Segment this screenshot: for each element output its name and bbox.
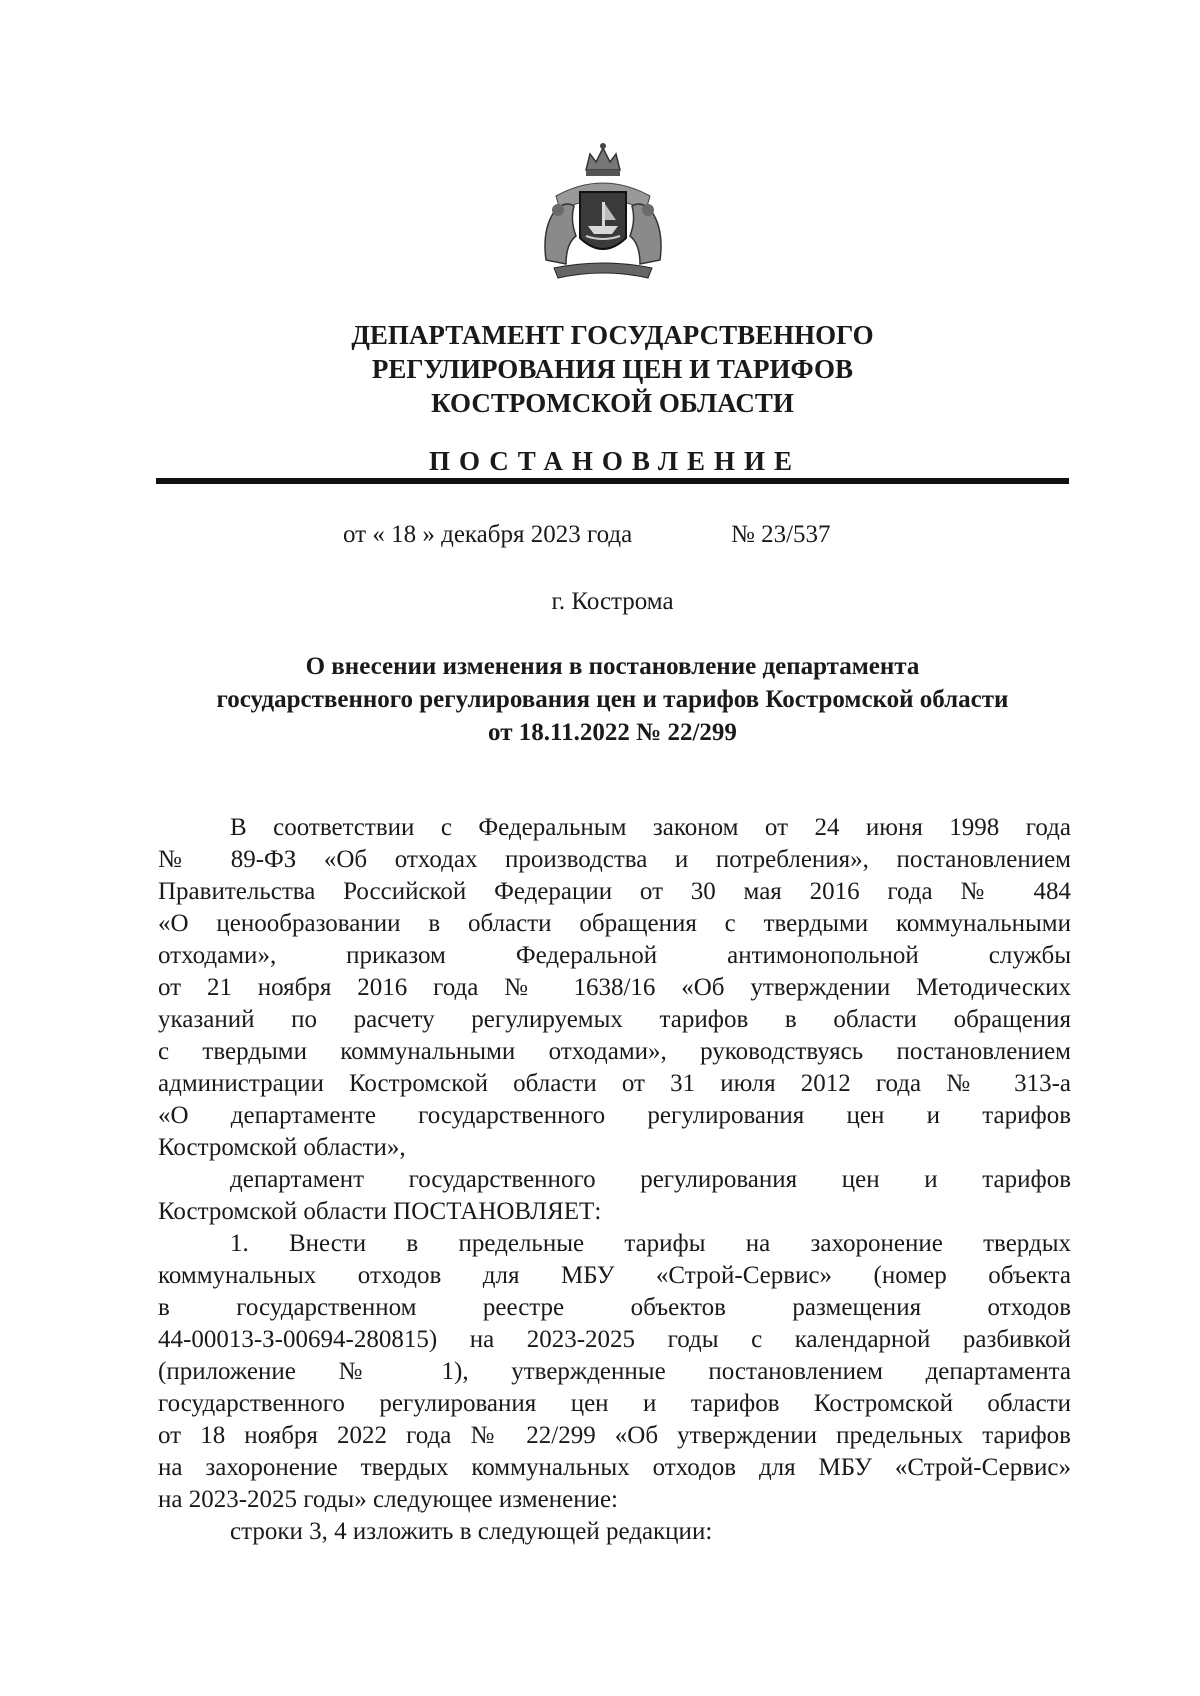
kostroma-coat-of-arms-icon [536,140,670,284]
body-line: строки 3, 4 изложить в следующей редакции: [230,1518,713,1545]
document-city: г. Кострома [551,588,674,615]
department-line: РЕГУЛИРОВАНИЯ ЦЕН И ТАРИФОВ [371,354,854,384]
title-line: О внесении изменения в постановление департамента [305,653,920,680]
body-line: от 21 ноября 2016 года № 1638/16 «Об утверждении Методических [158,974,1071,1001]
document-title [156,650,1069,749]
department-header [0,318,1200,420]
body-line: 44-00013-З-00694-280815) на 2023-2025 годы с календарной разбивкой [158,1326,1071,1353]
body-line: на 2023-2025 годы» следующее изменение: [158,1486,618,1513]
body-line: на захоронение твердых коммунальных отходов для МБУ «Строй-Сервис» [158,1454,1071,1481]
body-line: указаний по расчету регулируемых тарифов в области обращения [158,1006,1071,1033]
body-line: от 18 ноября 2022 года № 22/299 «Об утверждении предельных тарифов [158,1422,1071,1449]
body-line: В соответствии с Федеральным законом от 24 июня 1998 года [230,814,1071,841]
body-line: 1. Внести в предельные тарифы на захоронение твердых [230,1230,1071,1257]
document-body [158,812,1071,1548]
body-line: коммунальных отходов для МБУ «Строй-Сервис» (номер объекта [158,1262,1071,1289]
body-line: в государственном реестре объектов размещения отходов [158,1294,1071,1321]
body-line: «О департаменте государственного регулирования цен и тарифов [158,1102,1071,1129]
department-line: ДЕПАРТАМЕНТ ГОСУДАРСТВЕННОГО [351,320,874,350]
document-date: от « 18 » декабря 2023 года [343,521,633,548]
document-number: № 23/537 [731,521,831,548]
body-line: Правительства Российской Федерации от 30 мая 2016 года № 484 [158,878,1071,905]
body-line: Костромской области», [158,1134,406,1161]
body-line: № 89-ФЗ «Об отходах производства и потребления», постановлением [158,846,1071,873]
body-line: «О ценообразовании в области обращения с твердыми коммунальными [158,910,1071,937]
body-line: администрации Костромской области от 31 июля 2012 года № 313-а [158,1070,1071,1097]
header-divider [156,478,1069,484]
title-line: государственного регулирования цен и тарифов Костромской области [216,686,1009,713]
body-line: (приложение № 1), утвержденные постановлением департамента [158,1358,1071,1385]
body-line: отходами», приказом Федеральной антимонопольной службы [158,942,1071,969]
title-line: от 18.11.2022 № 22/299 [488,719,737,746]
department-line: КОСТРОМСКОЙ ОБЛАСТИ [431,388,794,418]
body-line: с твердыми коммунальными отходами», руководствуясь постановлением [158,1038,1071,1065]
document-type: ПОСТАНОВЛЕНИЕ [428,446,802,476]
body-line: государственного регулирования цен и тарифов Костромской области [158,1390,1071,1417]
body-line: Костромской области ПОСТАНОВЛЯЕТ: [158,1198,602,1225]
body-line: департамент государственного регулирования цен и тарифов [230,1166,1071,1193]
